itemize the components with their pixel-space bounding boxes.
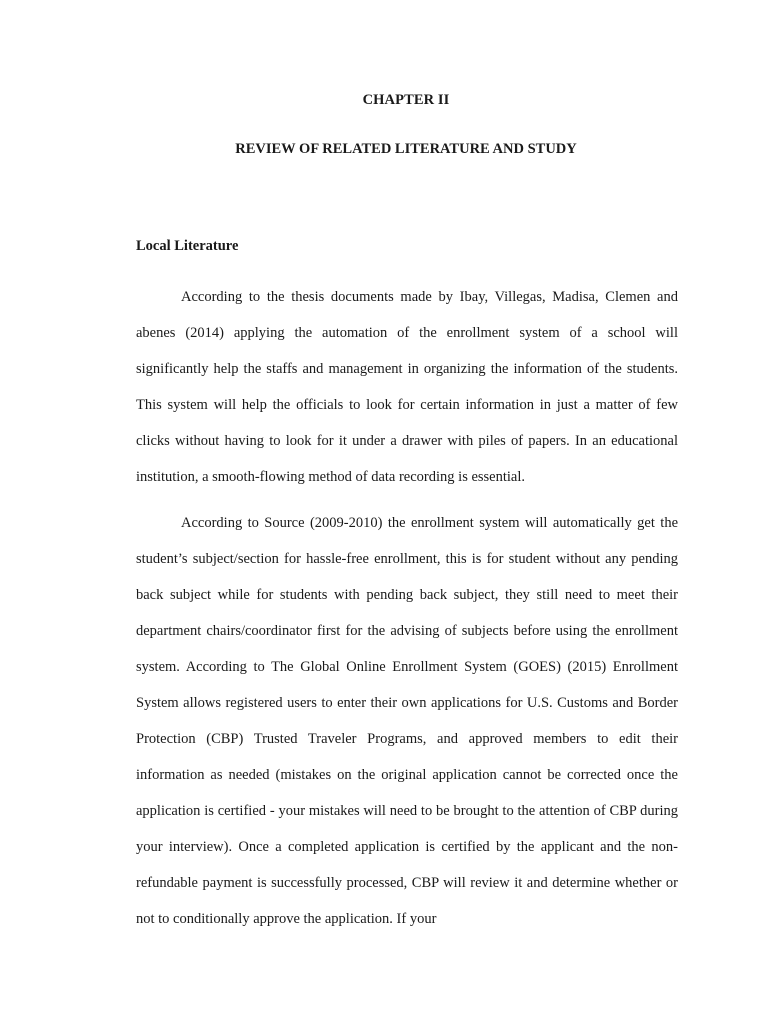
chapter-title: REVIEW OF RELATED LITERATURE AND STUDY <box>235 141 577 157</box>
paragraph-text: According to the thesis documents made by Ibay, Villegas, Madisa, Clemen and abenes (2014) applying the automation of the enrollment system of a school will significantly help the staffs and management in organizing the information of the students. This system will help the officials to look for certain information in just a matter of few clicks without having to look for it under a drawer with piles of papers. In an educational institution, a smooth-flowing method of data recording is essential. <box>136 289 678 485</box>
section-heading: Local Literature <box>136 238 239 254</box>
body-paragraph-2 <box>136 505 678 937</box>
chapter-label: CHAPTER II <box>362 92 450 108</box>
paragraph-text: According to Source (2009-2010) the enrollment system will automatically get the student’s subject/section for hassle-free enrollment, this is for student without any pending back subject while for students with pending back subject, they still need to meet their department chairs/coordinator first for the advising of subjects before using the enrollment system. According to The Global Online Enrollment System (GOES) (2015) Enrollment System allows registered users to enter their own applications for U.S. Customs and Border Protection (CBP) Trusted Traveler Programs, and approved members to edit their information as needed (mistakes on the original application cannot be corrected once the application is certified - your mistakes will need to be brought to the attention of CBP during your interview). Once a completed application is certified by the applicant and the non-refundable payment is successfully processed, CBP will review it and determine whether or not to conditionally approve the application. If your <box>136 515 678 927</box>
body-paragraph-1 <box>136 279 678 495</box>
